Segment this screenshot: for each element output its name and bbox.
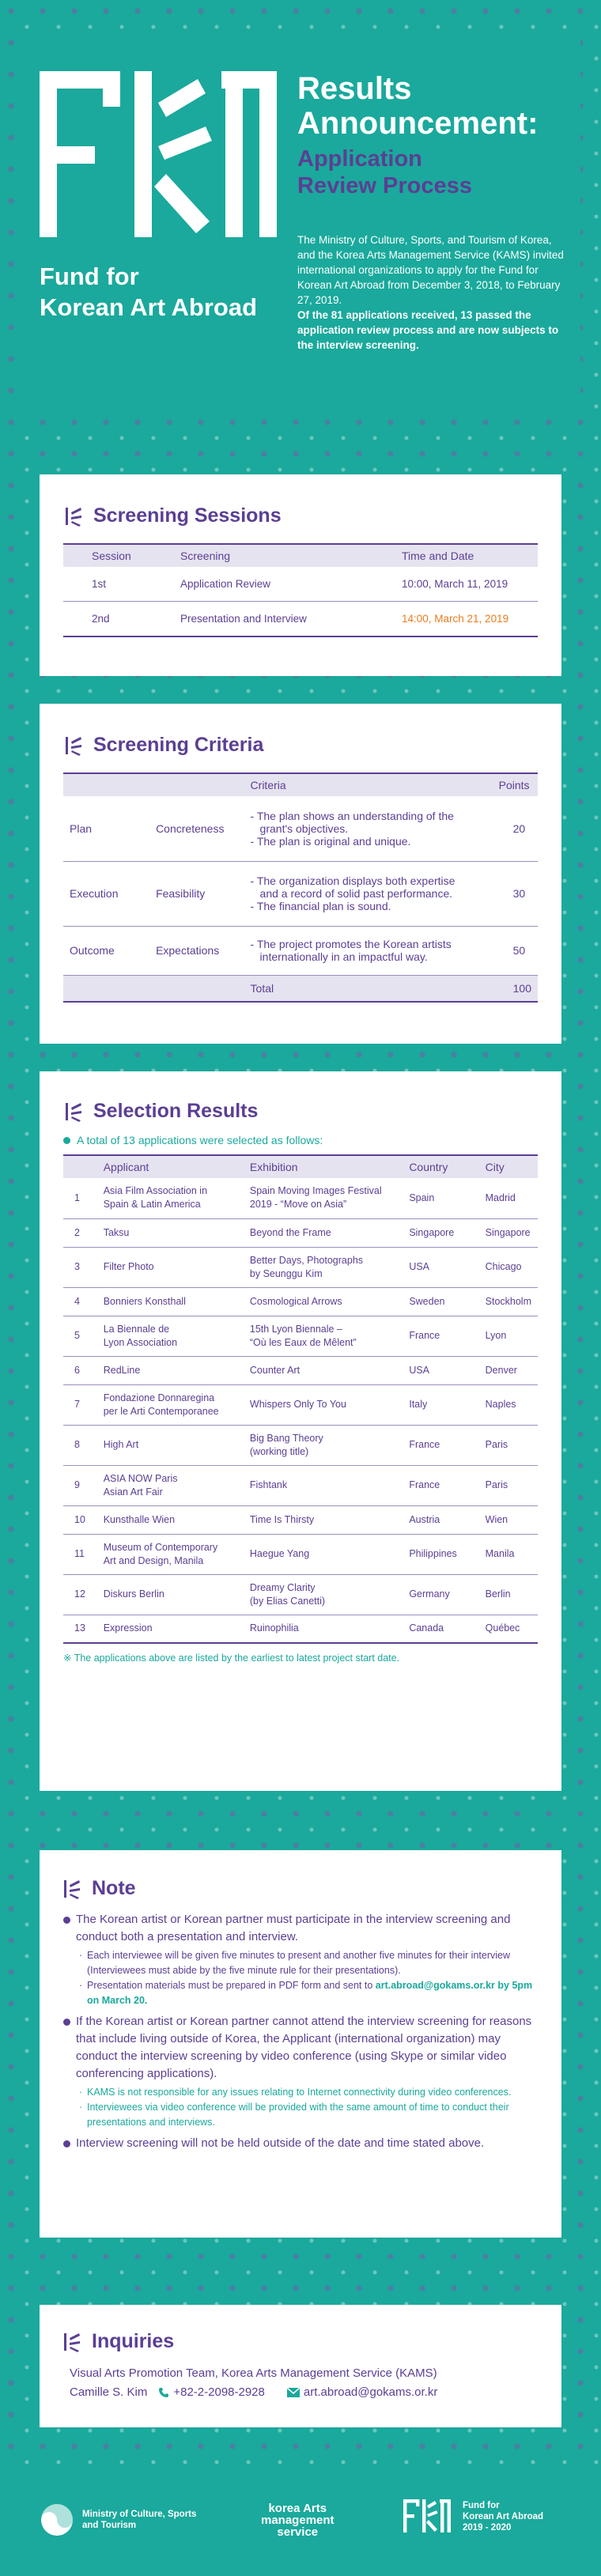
country-cell: Spain (403, 1178, 478, 1218)
note-subitem: · Interviewees via video conference will be provided with the same amount of time to conduct their presentations and interviews. (62, 2100, 539, 2130)
table-row (63, 1384, 538, 1425)
screening-cell: Application Review (174, 567, 395, 602)
criteria-cell (244, 796, 493, 861)
results-intro-text: A total of 13 applications were selected as follows: (77, 1134, 323, 1146)
table-row (63, 1615, 538, 1643)
table-row (63, 1425, 538, 1465)
applicant-cell (97, 1534, 244, 1574)
hero-section (0, 0, 601, 443)
note-subitem: · Each interviewee will be given five minutes to present and another five minutes for their interview (Interviewees must abide by the five minute rule for their presentations). (62, 1948, 539, 1978)
city-cell: Wien (479, 1505, 538, 1534)
exhibition-line: Time Is Thirsty (249, 1513, 315, 1525)
note-subitem: · KAMS is not responsible for any issues relating to Internet connectivity during video conferences. (62, 2085, 539, 2100)
exhibition-line: (working title) (249, 1445, 309, 1457)
points-cell: 20 (493, 796, 538, 861)
category-cell: Plan (63, 796, 149, 861)
applicant-line: Spain & Latin America (103, 1199, 201, 1211)
category-cell: Outcome (63, 926, 149, 975)
exhibition-line: (by Elias Canetti) (249, 1595, 326, 1607)
exhibition-cell (244, 1247, 403, 1287)
row-number: 2 (63, 1218, 97, 1247)
row-number: 3 (63, 1247, 97, 1287)
applicant-cell (97, 1425, 244, 1465)
applicant-line: per le Arti Contemporanee (103, 1405, 219, 1417)
subtitle-line-2: Review Process (297, 173, 472, 198)
table-row (63, 796, 538, 861)
note-title: Note (92, 1877, 136, 1899)
title-line-1: Results (297, 71, 412, 106)
exhibition-line: by Seunggu Kim (249, 1267, 323, 1279)
criteria-line: - The plan is original and unique. (250, 834, 411, 848)
applicant-cell (97, 1574, 244, 1615)
screening-criteria-section (40, 704, 561, 1044)
applicant-cell (97, 1465, 244, 1505)
sessions-table (63, 543, 538, 637)
note-email-deadline: art.abroad@gokams.or.kr by 5pm on March 20. (87, 1980, 533, 2006)
exhibition-cell (244, 1534, 403, 1574)
note-item: The Korean artist or Korean partner must participate in the interview screening and conduct both a presentation and interview. (62, 1911, 539, 1946)
criteria-line: - The project promotes the Korean artists (250, 938, 452, 950)
criteria-line: and a record of solid past performance. (259, 887, 453, 900)
applicant-cell (97, 1218, 244, 1247)
inquiries-section (40, 2305, 561, 2427)
applicant-line: Filter Photo (103, 1261, 154, 1272)
col-no (63, 1155, 97, 1178)
kams-logo (261, 2502, 335, 2538)
table-row (63, 1574, 538, 1615)
exhibition-line: Fishtank (249, 1479, 288, 1490)
fka-line: 2019 - 2020 (463, 2523, 512, 2533)
date-cell: 10:00, March 11, 2019 (395, 567, 538, 602)
taegeuk-icon (40, 2502, 74, 2537)
table-row (63, 1534, 538, 1574)
kams-line: service (277, 2525, 319, 2539)
country-cell: USA (403, 1356, 478, 1384)
col-aspect (149, 773, 244, 796)
country-cell: Germany (403, 1574, 478, 1615)
inquiries-contact (70, 2383, 539, 2402)
note-item: Interview screening will not be held outside of the date and time stated above. (62, 2135, 539, 2152)
points-cell: 30 (493, 861, 538, 926)
table-row (63, 1316, 538, 1356)
points-cell: 50 (493, 926, 538, 975)
table-row (63, 1178, 538, 1218)
table-row (63, 567, 538, 602)
applicant-line: High Art (103, 1439, 139, 1450)
applicant-line: Asian Art Fair (103, 1486, 163, 1498)
fka-footer-logo (399, 2499, 543, 2534)
phone-icon (158, 2387, 169, 2398)
note-item: If the Korean artist or Korean partner cannot attend the interview screening for reasons that include living outside of Korea, the Applicant (international organization) may conduct the interview screening by video conference (using Skype or similar video conferencing applications). (62, 2013, 539, 2083)
table-row (63, 602, 538, 637)
exhibition-line: Beyond the Frame (249, 1226, 331, 1238)
applicant-cell (97, 1356, 244, 1384)
section-title (63, 1100, 538, 1123)
criteria-line: - The financial plan is sound. (250, 900, 391, 912)
table-row (63, 926, 538, 975)
asterisk-icon (62, 2332, 82, 2352)
exhibition-line: Ruinophilia (249, 1622, 299, 1634)
fund-title (40, 261, 257, 323)
col-points: Points (493, 773, 538, 796)
bullet-icon (63, 1137, 70, 1144)
row-number: 11 (63, 1534, 97, 1574)
ministry-line: and Tourism (82, 2521, 137, 2530)
hero-description-bold: Of the 81 applications received, 13 passed the application review process and are now subjects to the interview screening. (297, 309, 559, 351)
kams-line: korea Arts (268, 2502, 327, 2515)
applicant-cell (97, 1615, 244, 1643)
hero-description: The Ministry of Culture, Sports, and Tourism of Korea, and the Korea Arts Management Service (KAMS) invited international organizations to apply for the Fund for Korean Art Abroad from December 3, 2018, to February 27, 2019. (297, 234, 564, 306)
date-cell-highlight: 14:00, March 21, 2019 (395, 602, 538, 637)
applicant-line: Diskurs Berlin (103, 1588, 164, 1600)
note-list (62, 1911, 539, 2152)
country-cell: Singapore (403, 1218, 478, 1247)
city-cell: Paris (479, 1465, 538, 1505)
note-subitem-text: Presentation materials must be prepared in PDF form and sent to (87, 1980, 373, 1991)
total-spacer (149, 975, 244, 1002)
page-subtitle (297, 145, 566, 199)
aspect-cell: Concreteness (149, 796, 244, 861)
note-subitem (62, 1978, 539, 2008)
city-cell: Québec (479, 1615, 538, 1643)
page-title (297, 71, 566, 141)
applicant-line: Asia Film Association in (103, 1185, 208, 1197)
city-cell: Chicago (479, 1247, 538, 1287)
exhibition-cell (244, 1178, 403, 1218)
country-cell: France (403, 1425, 478, 1465)
total-row (63, 975, 538, 1002)
subtitle-line-1: Application (297, 146, 422, 172)
criteria-line: internationally in an impactful way. (259, 950, 428, 963)
exhibition-cell (244, 1287, 403, 1316)
city-cell: Singapore (479, 1218, 538, 1247)
section-title (62, 2330, 539, 2353)
results-title: Selection Results (93, 1100, 259, 1122)
criteria-cell (244, 861, 493, 926)
applicant-cell (97, 1505, 244, 1534)
fund-line-1: Fund for (40, 263, 139, 290)
applicant-line: RedLine (103, 1364, 141, 1376)
applicant-line: La Biennale de (103, 1323, 170, 1335)
criteria-line: grant's objectives. (259, 822, 349, 835)
aspect-cell: Feasibility (149, 861, 244, 926)
screening-sessions-section (40, 474, 561, 676)
title-line-2: Announcement: (297, 106, 539, 141)
col-category (63, 773, 149, 796)
total-spacer (63, 975, 149, 1002)
total-value: 100 (493, 975, 538, 1002)
fka-logo-small-icon (399, 2499, 455, 2534)
applicant-line: Lyon Association (103, 1336, 178, 1348)
row-number: 7 (63, 1384, 97, 1425)
applicant-line: Kunsthalle Wien (103, 1513, 176, 1525)
session-cell: 1st (63, 567, 174, 602)
row-number: 8 (63, 1425, 97, 1465)
row-number: 1 (63, 1178, 97, 1218)
inquiries-body (62, 2364, 539, 2402)
exhibition-line: Spain Moving Images Festival (249, 1185, 382, 1197)
selection-results-section (40, 1071, 561, 1791)
exhibition-cell (244, 1425, 403, 1465)
exhibition-line: Better Days, Photographs (249, 1254, 364, 1266)
country-cell: Philippines (403, 1534, 478, 1574)
col-session: Session (63, 544, 174, 567)
criteria-cell (244, 926, 493, 975)
exhibition-cell (244, 1384, 403, 1425)
exhibition-line: Dreamy Clarity (249, 1581, 316, 1593)
country-cell: USA (403, 1247, 478, 1287)
fka-footer-text (463, 2500, 543, 2533)
inquiries-title: Inquiries (92, 2330, 175, 2352)
note-section (40, 1850, 561, 2238)
fund-line-2: Korean Art Abroad (40, 293, 258, 321)
table-row (63, 1465, 538, 1505)
section-title (63, 504, 538, 527)
table-row (63, 1505, 538, 1534)
exhibition-line: “Où les Eaux de Mêlent” (249, 1336, 357, 1348)
exhibition-line: Big Bang Theory (249, 1432, 323, 1444)
exhibition-line: 15th Lyon Biennale – (249, 1323, 342, 1335)
session-cell: 2nd (63, 602, 174, 637)
contact-phone[interactable] (158, 2383, 265, 2402)
exhibition-line: Whispers Only To You (249, 1399, 346, 1410)
row-number: 10 (63, 1505, 97, 1534)
applicant-cell (97, 1247, 244, 1287)
col-time-date: Time and Date (395, 544, 538, 567)
asterisk-icon (63, 735, 84, 756)
results-body (63, 1178, 538, 1643)
kams-line: management (261, 2514, 335, 2527)
results-intro (63, 1134, 538, 1146)
exhibition-cell (244, 1218, 403, 1247)
category-cell: Execution (63, 861, 149, 926)
results-footnote: ※ The applications above are listed by the earliest to latest project start date. (63, 1652, 400, 1664)
applicant-line: Fondazione Donnaregina (103, 1392, 215, 1403)
applicant-line: Taksu (103, 1226, 130, 1238)
inquiries-team: Visual Arts Promotion Team, Korea Arts Management Service (KAMS) (70, 2366, 437, 2380)
col-city: City (479, 1155, 538, 1178)
screening-cell: Presentation and Interview (174, 602, 395, 637)
ministry-logo (40, 2502, 196, 2537)
applicant-line: Museum of Contemporary (103, 1541, 218, 1553)
section-title (63, 734, 538, 757)
criteria-line: - The plan shows an understanding of the (250, 809, 454, 822)
exhibition-cell (244, 1316, 403, 1356)
col-criteria: Criteria (244, 773, 493, 796)
section-title (62, 1877, 539, 1900)
criteria-title: Screening Criteria (93, 734, 264, 756)
exhibition-line: Haegue Yang (249, 1548, 310, 1559)
country-cell: Sweden (403, 1287, 478, 1316)
city-cell: Berlin (479, 1574, 538, 1615)
ministry-line: Ministry of Culture, Sports (82, 2510, 197, 2519)
city-cell: Manila (479, 1534, 538, 1574)
applicant-cell (97, 1287, 244, 1316)
applicant-line: Art and Design, Manila (103, 1554, 204, 1566)
applicant-line: Bonniers Konsthall (103, 1295, 186, 1307)
row-number: 6 (63, 1356, 97, 1384)
table-row (63, 1287, 538, 1316)
hero-text (297, 71, 566, 353)
applicant-cell (97, 1316, 244, 1356)
col-exhibition: Exhibition (244, 1155, 403, 1178)
exhibition-line: 2019 - “Move on Asia” (249, 1199, 347, 1211)
country-cell: France (403, 1316, 478, 1356)
row-number: 9 (63, 1465, 97, 1505)
results-table (63, 1154, 538, 1644)
country-cell: France (403, 1465, 478, 1505)
city-cell: Naples (479, 1384, 538, 1425)
exhibition-cell (244, 1465, 403, 1505)
city-cell: Stockholm (479, 1287, 538, 1316)
applicant-cell (97, 1178, 244, 1218)
ministry-name (82, 2509, 196, 2531)
fka-line: Fund for (463, 2501, 500, 2510)
row-number: 4 (63, 1287, 97, 1316)
city-cell: Lyon (479, 1316, 538, 1356)
phone-number[interactable]: +82-2-2098-2928 (173, 2385, 265, 2399)
fka-line: Korean Art Abroad (463, 2512, 544, 2521)
row-number: 12 (63, 1574, 97, 1615)
mail-icon (287, 2388, 300, 2397)
aspect-cell: Expectations (149, 926, 244, 975)
city-cell: Denver (479, 1356, 538, 1384)
country-cell: Austria (403, 1505, 478, 1534)
fka-logo-icon (40, 71, 277, 245)
country-cell: Italy (403, 1384, 478, 1425)
exhibition-line: Counter Art (249, 1364, 300, 1376)
footer (0, 2471, 601, 2576)
exhibition-cell (244, 1574, 403, 1615)
criteria-table (63, 772, 538, 1003)
table-row (63, 861, 538, 926)
exhibition-cell (244, 1505, 403, 1534)
city-cell: Paris (479, 1425, 538, 1465)
email-link[interactable]: art.abroad@gokams.or.kr (303, 2385, 438, 2399)
exhibition-cell (244, 1615, 403, 1643)
applicant-line: Expression (103, 1622, 153, 1634)
asterisk-icon (62, 1879, 82, 1899)
asterisk-icon (63, 1101, 84, 1122)
applicant-line: ASIA NOW Paris (103, 1472, 178, 1484)
city-cell: Madrid (479, 1178, 538, 1218)
col-screening: Screening (174, 544, 395, 567)
criteria-line: - The organization displays both expertise (250, 874, 455, 887)
row-number: 5 (63, 1316, 97, 1356)
contact-name: Camille S. Kim (70, 2385, 148, 2399)
exhibition-cell (244, 1356, 403, 1384)
contact-email[interactable] (287, 2383, 437, 2402)
col-country: Country (403, 1155, 478, 1178)
table-row (63, 1247, 538, 1287)
total-label: Total (244, 975, 493, 1002)
col-applicant: Applicant (97, 1155, 244, 1178)
row-number: 13 (63, 1615, 97, 1643)
table-row (63, 1218, 538, 1247)
applicant-cell (97, 1384, 244, 1425)
country-cell: Canada (403, 1615, 478, 1643)
table-row (63, 1356, 538, 1384)
exhibition-line: Cosmological Arrows (249, 1295, 342, 1307)
asterisk-icon (63, 506, 84, 527)
hero-panel (21, 32, 580, 419)
sessions-title: Screening Sessions (93, 504, 282, 527)
